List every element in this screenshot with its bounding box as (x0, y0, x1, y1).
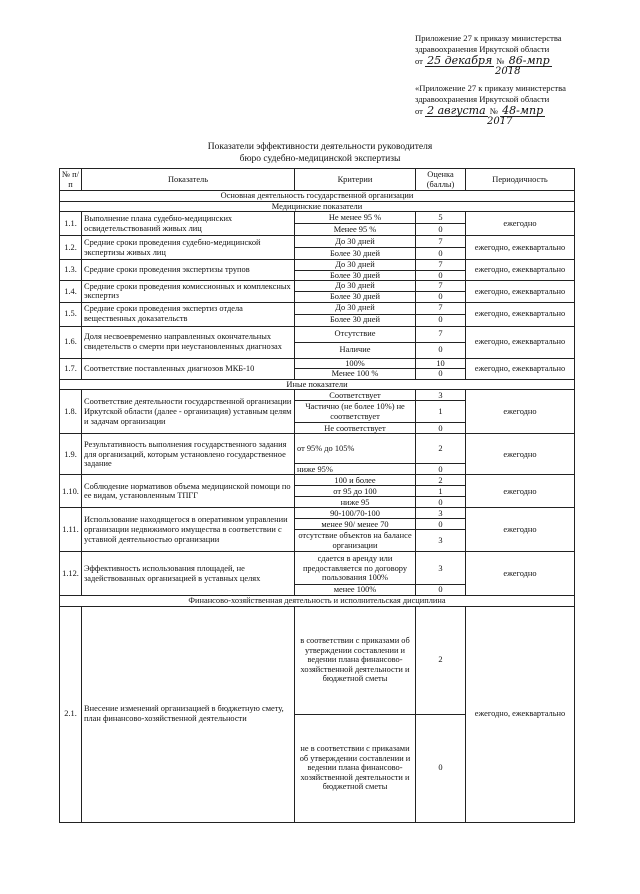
section-main: Основная деятельность государственной организации (60, 191, 575, 202)
row-criterion: До 30 дней (295, 236, 416, 248)
row-indicator: Эффективность использования площадей, не задействованных организацией в уставных целях (82, 552, 295, 596)
section-finance: Финансово-хозяйственная деятельность и исполнительская дисциплина (60, 595, 575, 606)
appendix1-line2: здравоохранения Иркутской области (415, 44, 550, 54)
row-score: 0 (416, 714, 466, 822)
row-score: 2 (416, 606, 466, 714)
row-score: 7 (416, 326, 466, 342)
header-period: Периодичность (466, 169, 575, 191)
appendix-header-2 (415, 83, 566, 117)
row-number: 1.2. (60, 236, 82, 260)
row-period: ежегодно (466, 434, 575, 475)
row-criterion: Частично (не более 10%) не соответствует (295, 401, 416, 423)
row-criterion: от 95 до 100 (295, 486, 416, 497)
row-criterion: Более 30 дней (295, 291, 416, 302)
header-indicator: Показатель (82, 169, 295, 191)
appendix2-number: 48-мпр (502, 104, 544, 117)
row-criterion: Не соответствует (295, 423, 416, 434)
document-title (0, 141, 640, 165)
table-header-row (60, 169, 575, 191)
row-number: 1.7. (60, 358, 82, 379)
appendix1-year: 2018 (495, 66, 521, 77)
row-number: 1.1. (60, 212, 82, 236)
title-line2: бюро судебно-медицинской экспертизы (239, 154, 401, 164)
row-period: ежегодно, ежеквартально (466, 236, 575, 260)
table-row (60, 552, 575, 585)
row-score: 7 (416, 260, 466, 271)
row-number: 1.9. (60, 434, 82, 475)
row-indicator: Соответствие деятельности государственной организации Иркутской области (далее - организация) уставным целям и задачам организации (82, 390, 295, 434)
section-row (60, 595, 575, 606)
row-criterion: Наличие (295, 342, 416, 358)
table-row (60, 390, 575, 401)
row-criterion: Более 30 дней (295, 314, 416, 326)
row-criterion: Не менее 95 % (295, 212, 416, 224)
row-score: 1 (416, 486, 466, 497)
row-indicator: Средние сроки проведения экспертизы трупов (82, 260, 295, 281)
row-number: 1.10. (60, 475, 82, 508)
row-number: 1.12. (60, 552, 82, 596)
row-indicator: Доля несвоевременно направленных окончательных свидетельств о смерти при неустановленных диагнозах (82, 326, 295, 358)
row-score: 7 (416, 236, 466, 248)
row-score: 0 (416, 248, 466, 260)
row-score: 0 (416, 314, 466, 326)
row-criterion: сдается в аренду или предоставляется по договору пользования 100% (295, 552, 416, 585)
table-row (60, 281, 575, 292)
row-criterion: 100% (295, 358, 416, 369)
header-score: Оценка (баллы) (416, 169, 466, 191)
row-number: 1.8. (60, 390, 82, 434)
row-number: 1.5. (60, 302, 82, 326)
row-period: ежегодно, ежеквартально (466, 606, 575, 822)
row-number: 1.3. (60, 260, 82, 281)
row-indicator: Средние сроки проведения судебно-медицинской экспертизы живых лиц (82, 236, 295, 260)
row-score: 0 (416, 224, 466, 236)
row-period: ежегодно (466, 552, 575, 596)
row-criterion: Соответствует (295, 390, 416, 401)
row-criterion: Более 30 дней (295, 248, 416, 260)
row-criterion: 100 и более (295, 475, 416, 486)
appendix2-line2: здравоохранения Иркутской области (415, 94, 550, 104)
section-row (60, 201, 575, 212)
row-score: 0 (416, 423, 466, 434)
indicators-table (59, 168, 575, 823)
row-period: ежегодно, ежеквартально (466, 260, 575, 281)
appendix1-date-line: от 25 декабря № 86-мпр (415, 54, 550, 67)
row-indicator: Использование находящегося в оперативном управлении организации недвижимого имущества в соответствии с уставной деятельностью организации (82, 508, 295, 552)
section-row (60, 191, 575, 202)
row-score: 7 (416, 281, 466, 292)
section-medical: Медицинские показатели (60, 201, 575, 212)
appendix1-line1: Приложение 27 к приказу министерства (415, 33, 562, 43)
row-period: ежегодно, ежеквартально (466, 281, 575, 302)
table-row (60, 508, 575, 519)
row-criterion: До 30 дней (295, 281, 416, 292)
appendix-header-1 (415, 33, 562, 67)
row-criterion: не в соответствии с приказами об утверждении составлении и ведении плана финансово-хозяйственной деятельности и бюджетной сметы (295, 714, 416, 822)
row-score: 0 (416, 585, 466, 596)
header-number: № п/п (60, 169, 82, 191)
row-criterion: Отсутствие (295, 326, 416, 342)
row-criterion: ниже 95 (295, 497, 416, 508)
row-score: 0 (416, 497, 466, 508)
row-score: 0 (416, 291, 466, 302)
row-period: ежегодно, ежеквартально (466, 326, 575, 358)
section-other: Иные показатели (60, 379, 575, 390)
row-number: 1.11. (60, 508, 82, 552)
table-row (60, 358, 575, 369)
row-period: ежегодно (466, 212, 575, 236)
row-indicator: Выполнение плана судебно-медицинских освидетельствований живых лиц (82, 212, 295, 236)
row-score: 3 (416, 552, 466, 585)
section-row (60, 379, 575, 390)
row-indicator: Соблюдение нормативов объема медицинской помощи по ее видам, установленным ТПГГ (82, 475, 295, 508)
row-criterion: менее 100% (295, 585, 416, 596)
row-criterion: менее 90/ менее 70 (295, 519, 416, 530)
row-period: ежегодно, ежеквартально (466, 358, 575, 379)
row-score: 2 (416, 475, 466, 486)
row-criterion: Менее 95 % (295, 224, 416, 236)
row-period: ежегодно, ежеквартально (466, 302, 575, 326)
row-criterion: Более 30 дней (295, 270, 416, 281)
appendix2-year: 2017 (487, 116, 513, 127)
row-score: 3 (416, 508, 466, 519)
appendix1-date: 25 декабря (427, 54, 493, 67)
row-score: 3 (416, 390, 466, 401)
row-indicator: Внесение изменений организацией в бюджетную смету, план финансово-хозяйственной деятельности (82, 606, 295, 822)
table-row (60, 606, 575, 714)
row-score: 0 (416, 369, 466, 380)
row-criterion: в соответствии с приказами об утверждении составлении и ведении плана финансово-хозяйственной деятельности и бюджетной сметы (295, 606, 416, 714)
appendix2-line1: «Приложение 27 к приказу министерства (415, 83, 566, 93)
row-score: 3 (416, 530, 466, 552)
row-score: 5 (416, 212, 466, 224)
table-row (60, 326, 575, 342)
row-criterion: ниже 95% (295, 464, 416, 475)
table-row (60, 434, 575, 464)
row-indicator: Средние сроки проведения комиссионных и комплексных экспертиз (82, 281, 295, 302)
appendix2-date: 2 августа (427, 104, 486, 117)
row-number: 1.6. (60, 326, 82, 358)
row-criterion: Менее 100 % (295, 369, 416, 380)
appendix2-date-line: от 2 августа № 48-мпр (415, 104, 544, 117)
row-criterion: 90-100/70-100 (295, 508, 416, 519)
row-criterion: До 30 дней (295, 260, 416, 271)
row-period: ежегодно (466, 390, 575, 434)
table-row (60, 236, 575, 248)
row-score: 0 (416, 270, 466, 281)
row-period: ежегодно (466, 475, 575, 508)
row-score: 2 (416, 434, 466, 464)
row-number: 1.4. (60, 281, 82, 302)
row-criterion: отсутствие объектов на балансе организации (295, 530, 416, 552)
row-period: ежегодно (466, 508, 575, 552)
row-criterion: от 95% до 105% (295, 434, 416, 464)
row-score: 10 (416, 358, 466, 369)
row-indicator: Средние сроки проведения экспертиз отдела вещественных доказательств (82, 302, 295, 326)
appendix1-number: 86-мпр (508, 54, 550, 67)
row-score: 7 (416, 302, 466, 314)
table-row (60, 260, 575, 271)
row-score: 0 (416, 342, 466, 358)
table-row (60, 212, 575, 224)
row-criterion: До 30 дней (295, 302, 416, 314)
row-score: 1 (416, 401, 466, 423)
row-indicator: Соответствие поставленных диагнозов МКБ-10 (82, 358, 295, 379)
table-row (60, 475, 575, 486)
row-score: 0 (416, 519, 466, 530)
table-row (60, 302, 575, 314)
row-score: 0 (416, 464, 466, 475)
header-criteria: Критерии (295, 169, 416, 191)
row-indicator: Результативность выполнения государственного задания для организаций, которым установлено государственное задание (82, 434, 295, 475)
row-number: 2.1. (60, 606, 82, 822)
title-line1: Показатели эффективности деятельности руководителя (207, 142, 433, 152)
